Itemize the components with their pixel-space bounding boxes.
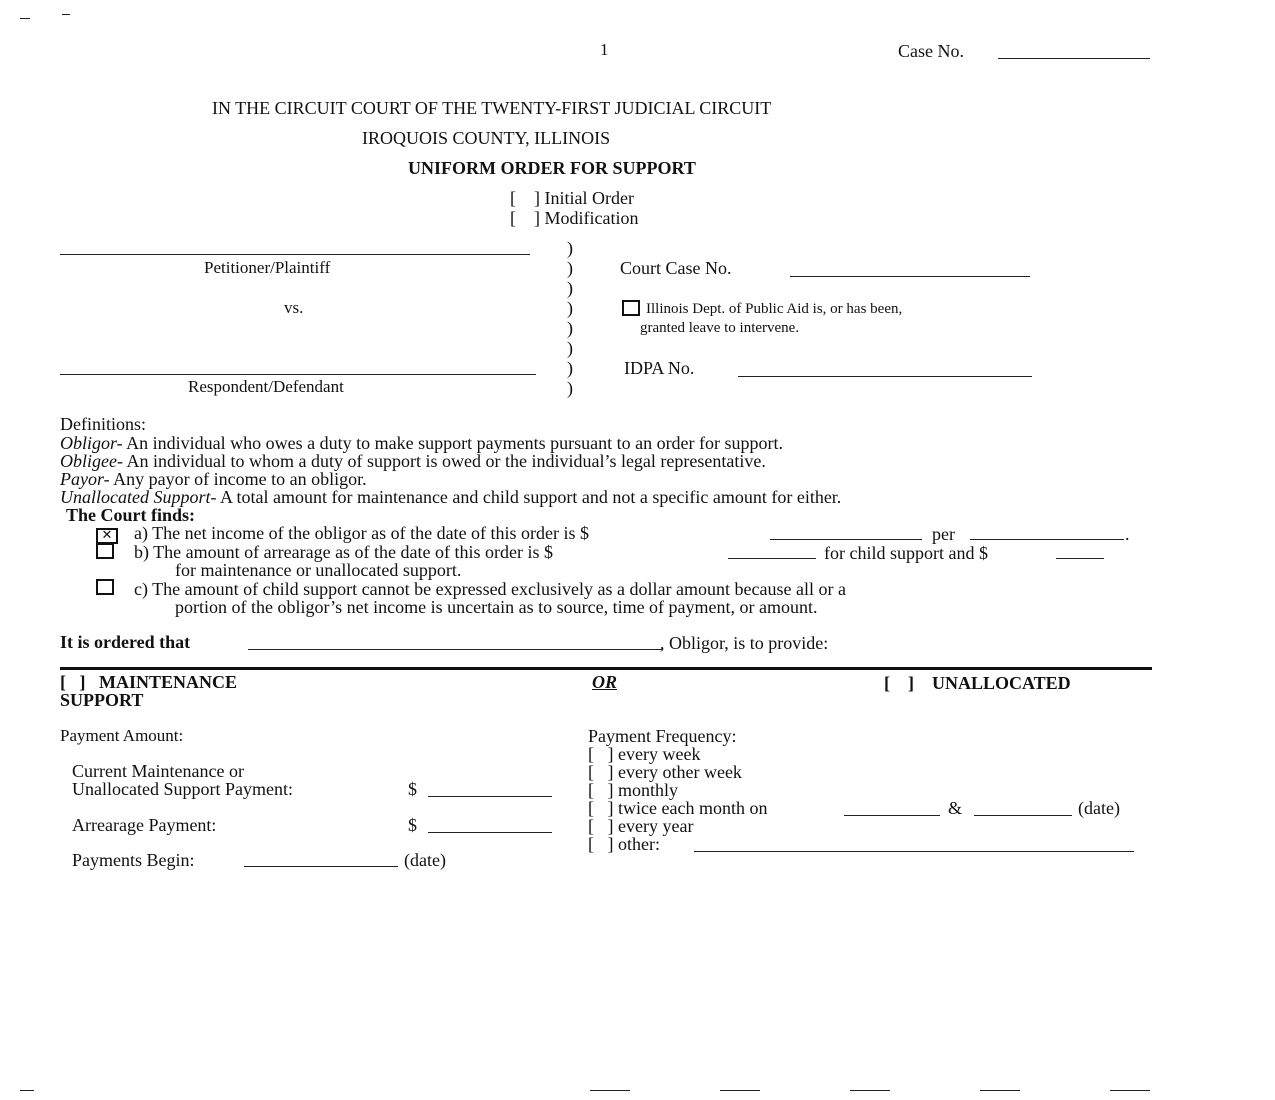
scan-speck xyxy=(1110,1090,1150,1091)
payment-amount-heading: Payment Amount: xyxy=(60,726,184,745)
vs-label: vs. xyxy=(284,298,304,317)
court-name: IN THE CIRCUIT COURT OF THE TWENTY-FIRST JUDICIAL CIRCUIT xyxy=(212,98,772,118)
unallocated-label: UNALLOCATED xyxy=(932,673,1071,693)
twice-monthly-date-label: (date) xyxy=(1078,798,1120,818)
twice-monthly-first-date-field[interactable] xyxy=(844,815,940,816)
obligor-name-field[interactable] xyxy=(248,649,662,650)
payments-begin-label: Payments Begin: xyxy=(72,850,195,870)
order-type-initial-label: Initial Order xyxy=(544,188,634,208)
case-number-field[interactable] xyxy=(998,58,1150,59)
definition-text: An individual to whom a duty of support is owed or the individual’s legal representative. xyxy=(122,451,766,471)
definition-text: Any payor of income to an obligor. xyxy=(109,469,367,489)
scan-speck xyxy=(590,1090,630,1091)
finding-c-text: c) The amount of child support cannot be expressed exclusively as a dollar amount because all or a xyxy=(134,579,846,599)
definition-term: Obligor- xyxy=(60,433,123,453)
findings-heading: The Court finds: xyxy=(66,505,196,525)
idpa-number-field[interactable] xyxy=(738,376,1032,377)
scan-speck xyxy=(850,1090,890,1091)
maintenance-option[interactable]: [ ] MAINTENANCE xyxy=(60,672,238,692)
checkbox-icon xyxy=(96,543,114,559)
current-payment-label-2: Unallocated Support Payment: xyxy=(72,779,293,799)
or-label: OR xyxy=(592,672,618,692)
checkbox-icon xyxy=(622,300,640,316)
finding-a-period: . xyxy=(1125,524,1130,544)
order-tail: , Obligor, is to provide: xyxy=(660,633,829,653)
net-income-field[interactable] xyxy=(770,539,922,540)
frequency-label: other: xyxy=(618,834,660,854)
frequency-label: every week xyxy=(618,744,701,764)
definition-term: Payor- xyxy=(60,469,110,489)
payment-frequency-heading: Payment Frequency: xyxy=(588,726,737,746)
scan-speck xyxy=(62,14,70,15)
finding-b-middle: for child support and $ xyxy=(824,543,988,563)
current-payment-label-1: Current Maintenance or xyxy=(72,761,244,781)
order-type-modification-label: Modification xyxy=(544,208,639,228)
child-support-arrearage-field[interactable] xyxy=(728,558,816,559)
county-name: IROQUOIS COUNTY, ILLINOIS xyxy=(362,128,611,148)
caption-bracket: ) xyxy=(567,358,573,378)
checkbox-icon xyxy=(96,579,114,595)
arrearage-payment-field[interactable] xyxy=(428,832,552,833)
current-payment-dollar: $ xyxy=(408,779,417,799)
frequency-label: monthly xyxy=(618,780,679,800)
finding-b-checkbox[interactable] xyxy=(96,543,114,563)
court-case-number-field[interactable] xyxy=(790,276,1030,277)
caption-bracket: ) xyxy=(567,338,573,358)
frequency-every-week[interactable]: [ ] every week xyxy=(588,744,701,764)
definition-text: A total amount for maintenance and child support and not a specific amount for either. xyxy=(216,487,842,507)
maintenance-label: MAINTENANCE xyxy=(99,672,238,692)
frequency-twice-monthly[interactable]: [ ] twice each month on xyxy=(588,798,768,818)
finding-a-text: a) The net income of the obligor as of the date of this order is $ xyxy=(134,523,590,543)
caption-bracket: ) xyxy=(567,318,573,338)
idpa-intervene-text-2: granted leave to intervene. xyxy=(640,320,800,336)
twice-monthly-ampersand: & xyxy=(948,798,963,818)
scan-speck xyxy=(720,1090,760,1091)
order-type-initial[interactable]: [ ] Initial Order xyxy=(510,188,634,208)
petitioner-name-field[interactable] xyxy=(60,254,530,255)
payments-begin-date-label: (date) xyxy=(404,850,446,870)
twice-monthly-second-date-field[interactable] xyxy=(974,815,1072,816)
unallocated-option[interactable]: [ ] UNALLOCATED xyxy=(884,673,1071,693)
arrearage-payment-label: Arrearage Payment: xyxy=(72,815,217,835)
case-number-label: Case No. xyxy=(898,41,964,61)
idpa-number-label: IDPA No. xyxy=(624,358,695,378)
finding-a-checkbox[interactable] xyxy=(96,525,118,544)
caption-bracket: ) xyxy=(567,238,573,258)
caption-bracket: ) xyxy=(567,378,573,398)
caption-bracket: ) xyxy=(567,298,573,318)
petitioner-label: Petitioner/Plaintiff xyxy=(204,258,331,277)
finding-b-text: b) The amount of arrearage as of the date of this order is $ xyxy=(134,542,554,562)
definition-term: Obligee- xyxy=(60,451,123,471)
respondent-name-field[interactable] xyxy=(60,374,536,375)
finding-c-checkbox[interactable] xyxy=(96,579,114,599)
checked-x-icon: ✕ xyxy=(96,528,118,544)
caption-bracket: ) xyxy=(567,258,573,278)
scan-speck xyxy=(20,1090,34,1091)
page-number: 1 xyxy=(600,40,609,59)
frequency-every-other-week[interactable]: [ ] every other week xyxy=(588,762,742,782)
frequency-label: every other week xyxy=(618,762,742,782)
frequency-other[interactable]: [ ] other: xyxy=(588,834,660,854)
frequency-label: twice each month on xyxy=(618,798,768,818)
maintenance-label-2: SUPPORT xyxy=(60,690,144,710)
arrearage-payment-dollar: $ xyxy=(408,815,417,835)
frequency-every-year[interactable]: [ ] every year xyxy=(588,816,694,836)
document-title: UNIFORM ORDER FOR SUPPORT xyxy=(408,158,696,178)
caption-bracket: ) xyxy=(567,278,573,298)
section-divider xyxy=(60,667,1152,670)
definition-term: Unallocated Support- xyxy=(60,487,217,507)
finding-a-per: per xyxy=(932,524,955,544)
scan-speck xyxy=(20,18,30,19)
current-payment-field[interactable] xyxy=(428,796,552,797)
idpa-intervene-text-1: Illinois Dept. of Public Aid is, or has been, xyxy=(646,301,903,317)
maintenance-arrearage-field[interactable] xyxy=(1056,558,1104,559)
scan-speck xyxy=(980,1090,1020,1091)
order-type-modification[interactable]: [ ] Modification xyxy=(510,208,639,228)
finding-b-text-2: for maintenance or unallocated support. xyxy=(175,560,462,580)
court-case-number-label: Court Case No. xyxy=(620,258,732,278)
definition-text: An individual who owes a duty to make support payments pursuant to an order for support. xyxy=(122,433,784,453)
payments-begin-field[interactable] xyxy=(244,866,398,867)
frequency-monthly[interactable]: [ ] monthly xyxy=(588,780,679,800)
respondent-label: Respondent/Defendant xyxy=(188,377,344,396)
net-income-period-field[interactable] xyxy=(970,539,1124,540)
frequency-other-field[interactable] xyxy=(694,851,1134,852)
frequency-label: every year xyxy=(618,816,694,836)
idpa-intervene-checkbox[interactable] xyxy=(622,300,640,320)
finding-c-text-2: portion of the obligor’s net income is uncertain as to source, time of payment, or amount. xyxy=(175,597,818,617)
order-lead: It is ordered that xyxy=(60,632,191,652)
definitions-heading: Definitions: xyxy=(60,414,146,434)
